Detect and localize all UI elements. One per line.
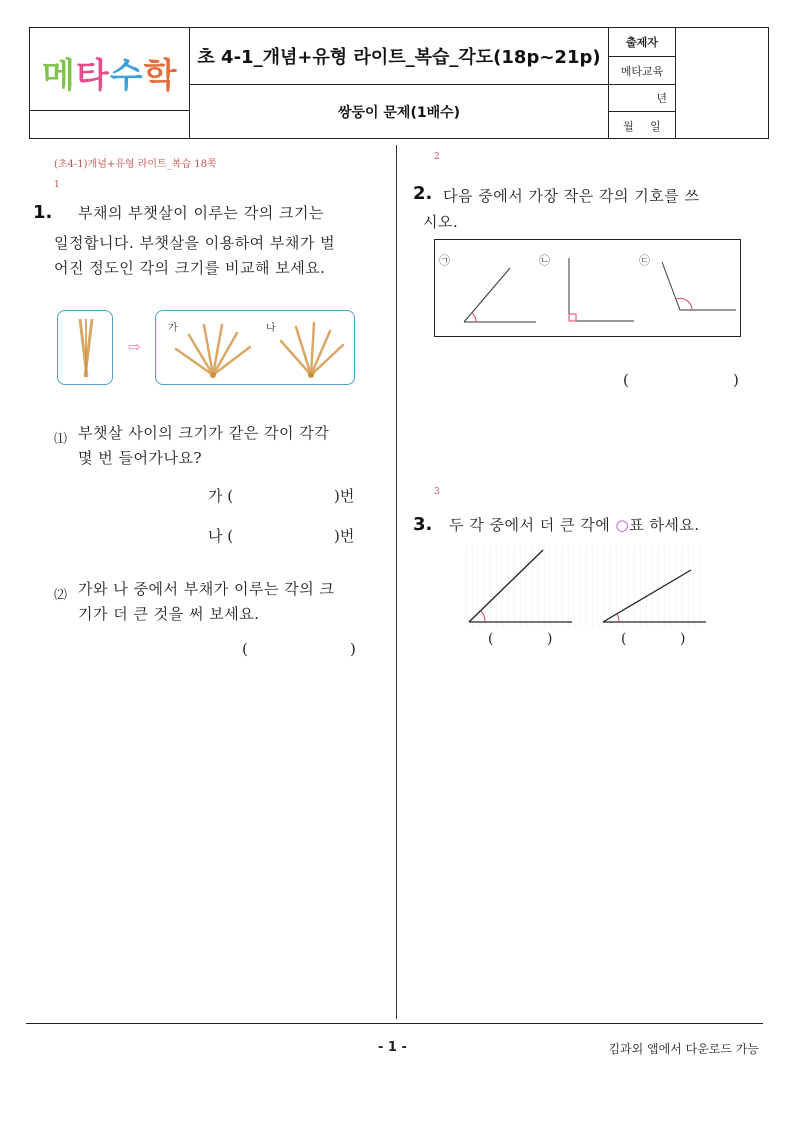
date-row — [609, 112, 675, 139]
question-source: (초4-1)개념+유형 라이트_복습 18쪽 — [54, 159, 217, 170]
author-value: 메타교육 — [609, 57, 675, 85]
q1-answer-ga-close: )번 — [334, 487, 355, 505]
q1-number: 1. — [33, 202, 53, 223]
q1-text-line-1: 부채의 부챗살이 이루는 각의 크기는 — [78, 204, 324, 222]
q1-answer-ga-open: 가 ( — [208, 487, 234, 505]
page-number: - 1 - — [378, 1040, 407, 1055]
option-giyeok-label: ㉠ — [439, 254, 450, 267]
q1-text-line-2: 일정합니다. 부챗살을 이용하여 부채가 벌 — [54, 234, 336, 252]
footer-divider — [26, 1023, 763, 1024]
q1-sub2-label: ⑵ — [54, 588, 68, 603]
q3-text-before: 두 각 중에서 더 큰 각에 — [449, 516, 611, 534]
worksheet-subtitle: 쌍둥이 문제(1배수) — [337, 105, 461, 121]
year-label: 년 — [609, 85, 675, 112]
meta-column — [608, 28, 676, 139]
q1-answer-na-close: )번 — [334, 527, 355, 545]
brand-logo: 메타수학 — [42, 56, 178, 96]
q2-text-line-1: 다음 중에서 가장 작은 각의 기호를 쓰 — [443, 187, 700, 205]
option-digeut-label: ㉢ — [639, 254, 650, 267]
q2-answer-close: ) — [733, 371, 739, 389]
q3-text-after: 표 하세요. — [629, 516, 700, 534]
closed-fan-icon — [58, 311, 114, 386]
title-cell — [190, 28, 608, 85]
q1-sub2-line-1: 가와 나 중에서 부채가 이루는 각의 크 — [78, 580, 335, 598]
q1-sub1-line-1: 부챗살 사이의 크기가 같은 각이 각각 — [78, 424, 330, 442]
q1-sub1-line-2: 몇 번 들어가나요? — [78, 449, 203, 467]
worksheet-title: 초 4-1_개념+유형 라이트_복습_각도(18p~21p) — [197, 47, 601, 68]
closed-fan-box — [57, 310, 113, 385]
fan-label-ga: 가 — [168, 323, 178, 334]
q1-sub1-label: ⑴ — [54, 432, 68, 447]
q3-answer-left-close: ) — [547, 631, 553, 647]
q1-small-number: 1 — [54, 180, 60, 190]
q1-sub2-line-2: 기가 더 큰 것을 써 보세요. — [78, 605, 260, 623]
q2-angles-drawing — [435, 240, 742, 338]
subtitle-cell — [190, 85, 608, 139]
q2-number: 2. — [413, 183, 433, 204]
q2-angles-box — [434, 239, 741, 337]
q3-answer-left-open: ( — [488, 631, 494, 647]
q3-number: 3. — [413, 514, 433, 535]
circle-mark-icon: ○ — [615, 516, 630, 534]
option-nieun-label: ㉡ — [539, 254, 550, 267]
q2-answer-open: ( — [623, 371, 629, 389]
q1-sub2-answer-close: ) — [350, 640, 356, 658]
open-fans-icon — [156, 311, 356, 386]
q1-sub2-answer-open: ( — [242, 640, 248, 658]
author-label: 출제자 — [609, 28, 675, 57]
day-label: 일 — [650, 119, 661, 133]
q1-answer-na-open: 나 ( — [208, 527, 234, 545]
q3-answer-right-close: ) — [680, 631, 686, 647]
q2-text-line-2: 시오. — [423, 213, 459, 231]
open-fans-box — [155, 310, 355, 385]
logo-under-cell — [30, 110, 190, 139]
column-divider — [396, 145, 397, 1019]
q3-angles-drawing — [466, 545, 706, 627]
q1-text-line-3: 어진 정도인 각의 크기를 비교해 보세요. — [54, 259, 326, 277]
worksheet-header — [29, 27, 769, 139]
arrow-icon: ⇨ — [128, 338, 141, 356]
fan-label-na: 나 — [266, 323, 276, 334]
q3-small-number: 3 — [434, 487, 440, 497]
footer-note: 김과외 앱에서 다운로드 가능 — [608, 1042, 759, 1056]
q2-small-number: 2 — [434, 152, 440, 162]
month-label: 월 — [623, 119, 634, 133]
q3-answer-right-open: ( — [621, 631, 627, 647]
q3-text — [449, 510, 700, 540]
logo-cell — [30, 28, 190, 110]
